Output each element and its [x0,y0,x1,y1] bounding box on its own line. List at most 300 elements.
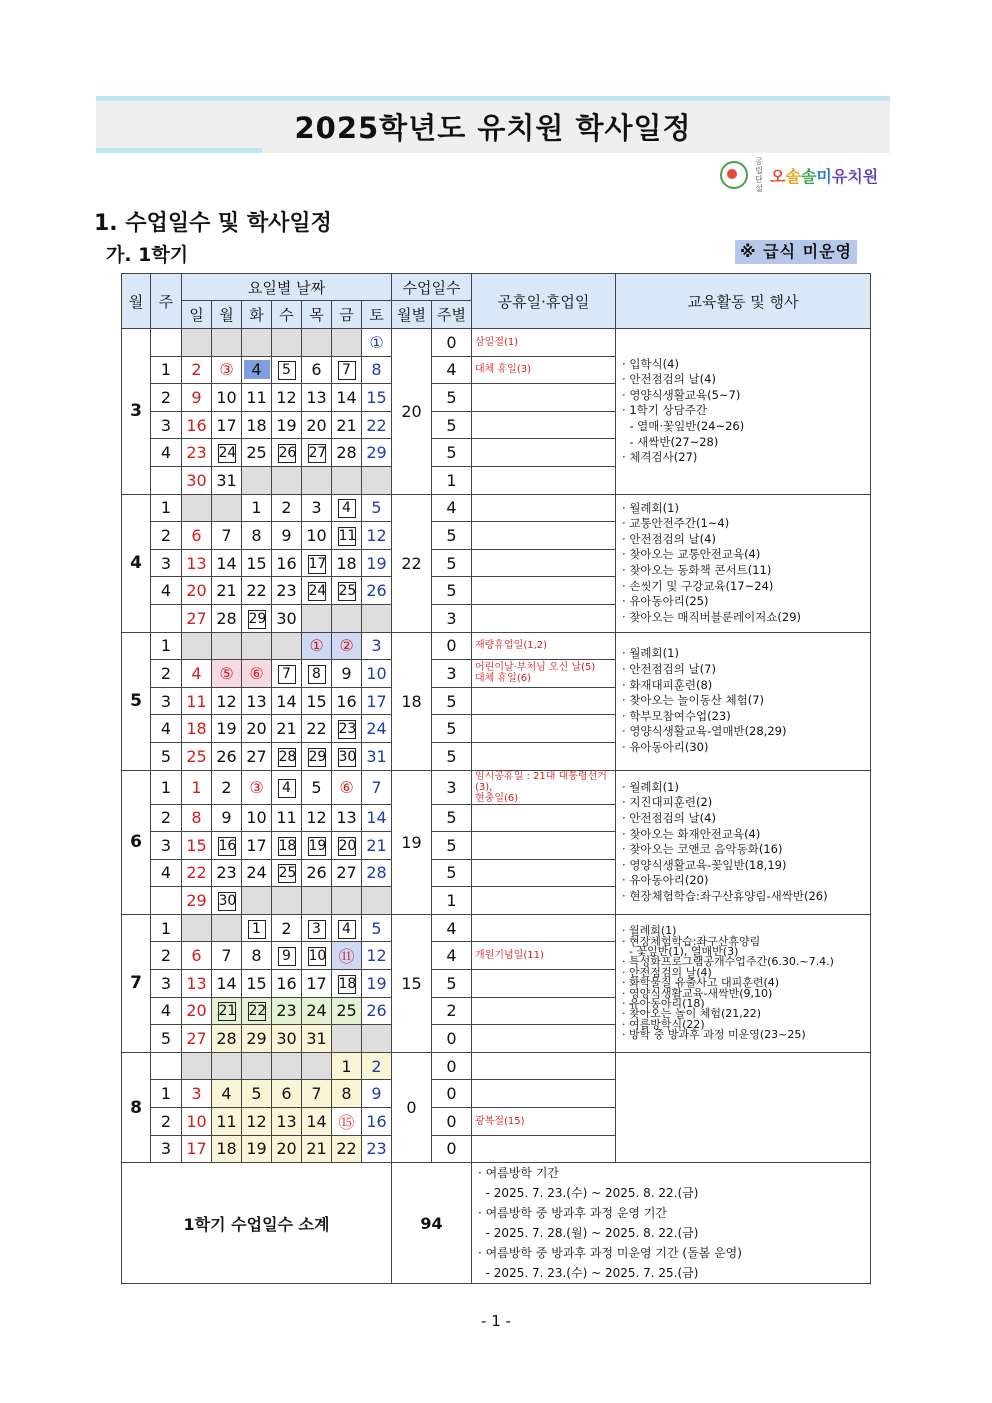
summary-note: - 2025. 7. 28.(월) ~ 2025. 8. 22.(금) [478,1226,699,1241]
date-cell-mon [212,439,242,467]
date-number: ⑥ [249,663,264,683]
date-number: 26 [366,1001,387,1021]
activities-cell [616,1052,871,1162]
week-cell: 2 [151,1108,182,1136]
date-cell-fri [332,411,362,439]
week-cell: 5 [151,1025,182,1053]
week-row [122,1052,871,1080]
school-logo [720,157,879,193]
week-cell: 2 [151,522,182,550]
date-number: 11 [246,387,267,407]
subsection-heading: 가. 1학기 [106,244,189,266]
header-day-sun: 일 [182,301,212,329]
date-number: 22 [366,415,387,435]
weekly-class-days: 5 [432,384,472,412]
weekly-class-days: 0 [432,1080,472,1108]
date-number: 3 [371,636,382,656]
date-cell-mon [212,970,242,998]
date-cell-sat [362,494,392,522]
date-cell-sun [182,494,212,522]
date-cell-wed [272,742,302,770]
date-cell-wed [272,687,302,715]
date-cell-fri [332,577,362,605]
date-cell-sun [182,1080,212,1108]
date-number: 7 [311,1084,322,1104]
date-cell-mon [212,832,242,860]
date-cell-sat [362,1052,392,1080]
date-cell-tue [242,604,272,632]
date-cell-sun [182,1052,212,1080]
date-cell-sat [362,742,392,770]
date-number: 14 [336,387,357,407]
date-number: 19 [276,415,297,435]
holiday-cell [472,577,616,605]
date-cell-wed [272,660,302,688]
activity-item: - 새싹반(27~28) [622,434,719,449]
date-number: 23 [276,1001,297,1021]
date-number: 22 [306,719,327,739]
monthly-class-days: 15 [392,914,432,1052]
week-cell: 4 [151,577,182,605]
header-holidays: 공휴일·휴업일 [472,274,616,329]
date-cell-thu [302,549,332,577]
date-number: 1 [251,498,262,518]
activity-item: · 찾아오는 놀이동산 체험(7) [622,693,765,708]
date-number: 2 [281,918,292,938]
date-number: 12 [306,808,327,828]
date-cell-thu [302,356,332,384]
date-number: 19 [246,1139,267,1159]
date-number: 13 [276,1111,297,1131]
date-number: 28 [366,863,387,883]
holiday-cell [472,832,616,860]
date-cell-fri [332,832,362,860]
date-cell-wed [272,887,302,915]
date-cell-tue [242,997,272,1025]
date-number: 1 [191,777,202,797]
date-number: 10 [216,387,237,407]
date-cell-sat [362,604,392,632]
weekly-class-days: 5 [432,970,472,998]
week-cell [151,329,182,357]
date-number: 27 [186,1029,207,1049]
date-number: 15 [246,973,267,993]
month-cell: 6 [122,770,151,914]
holiday-cell [472,1052,616,1080]
week-cell: 4 [151,997,182,1025]
date-number: 9 [281,525,292,545]
header-day-mon: 월 [212,301,242,329]
date-number: 4 [244,360,270,379]
date-cell-thu [302,632,332,660]
date-cell-sat [362,632,392,660]
date-cell-wed [272,942,302,970]
date-cell-mon [212,1080,242,1108]
date-number: 12 [246,1111,267,1131]
summary-note: · 여름방학 중 방과후 과정 운영 기간 [478,1206,668,1221]
month-cell: 7 [122,914,151,1052]
date-cell-wed [272,1025,302,1053]
date-cell-fri [332,466,362,494]
date-cell-fri [332,715,362,743]
date-cell-fri [332,1080,362,1108]
weekly-class-days: 5 [432,577,472,605]
date-cell-fri [332,742,362,770]
activity-item: · 찾아오는 코앤코 음악동화(16) [622,842,783,857]
holiday-cell: 대체 휴일(3) [472,356,616,384]
header-day-wed: 수 [272,301,302,329]
date-cell-fri [332,887,362,915]
date-cell-sat [362,411,392,439]
week-cell: 1 [151,1080,182,1108]
date-number: 30 [186,470,207,490]
date-cell-sun [182,770,212,804]
date-number: 9 [221,808,232,828]
activity-item: · 손씻기 및 구강교육(17~24) [622,578,774,593]
date-number: 30 [338,748,357,765]
weekly-class-days: 5 [432,832,472,860]
holiday-cell [472,549,616,577]
week-row [122,914,871,942]
date-cell-mon [212,804,242,832]
header-day-tue: 화 [242,301,272,329]
weekly-class-days: 0 [432,1108,472,1136]
date-number: 23 [216,863,237,883]
activity-item: · 영양식생활교육-꽃잎반(18,19) [622,857,787,872]
date-cell-thu [302,522,332,550]
activity-item: · 학부모참여수업(23) [622,708,731,723]
header-day-sat: 토 [362,301,392,329]
date-cell-mon [212,914,242,942]
monthly-class-days: 22 [392,494,432,632]
weekly-class-days: 2 [432,997,472,1025]
date-cell-mon [212,997,242,1025]
header-activities: 교육활동 및 행사 [616,274,871,329]
date-number: 21 [336,415,357,435]
date-cell-mon [212,770,242,804]
date-cell-sun [182,329,212,357]
holiday-cell [472,997,616,1025]
holiday-cell [472,411,616,439]
weekly-class-days: 5 [432,742,472,770]
date-cell-mon [212,859,242,887]
activity-item: · 월례회(1) [622,646,679,661]
date-cell-tue [242,384,272,412]
date-cell-thu [302,914,332,942]
date-cell-wed [272,1135,302,1163]
date-number: 25 [338,583,357,600]
date-cell-mon [212,1108,242,1136]
weekly-class-days: 0 [432,1025,472,1053]
summary-total: 94 [392,1163,472,1284]
date-cell-sun [182,832,212,860]
week-cell: 3 [151,970,182,998]
holiday-cell [472,604,616,632]
weekly-class-days: 3 [432,604,472,632]
date-number: 23 [186,443,207,463]
date-number: 4 [191,663,202,683]
date-number: 21 [276,719,297,739]
date-number: 12 [216,691,237,711]
activity-item: · 방학 중 방과후 과정 미운영(23~25) [622,1028,806,1042]
date-number: 2 [371,1056,382,1076]
holiday-cell [472,970,616,998]
date-cell-fri [332,604,362,632]
date-number: 20 [186,1001,207,1021]
date-number: 20 [306,415,327,435]
page-number: - 1 - [481,1312,511,1330]
holiday-cell: 삼일절(1) [472,329,616,357]
date-cell-sun [182,632,212,660]
week-row [122,329,871,357]
activity-item: · 영양식생활교육-새싹반(9,10) [622,986,773,1000]
date-number: 5 [251,1084,262,1104]
date-cell-mon [212,384,242,412]
week-row [122,632,871,660]
date-number: 8 [251,946,262,966]
date-cell-mon [212,1135,242,1163]
date-number: 28 [336,443,357,463]
holiday-cell [472,466,616,494]
date-cell-wed [272,604,302,632]
summary-note: · 여름방학 기간 [478,1166,560,1181]
date-cell-sat [362,859,392,887]
date-cell-sat [362,522,392,550]
date-cell-tue [242,770,272,804]
date-number: 26 [216,746,237,766]
date-number: 27 [246,746,267,766]
date-cell-wed [272,494,302,522]
date-number: 8 [371,360,382,380]
date-cell-sun [182,887,212,915]
date-cell-thu [302,804,332,832]
activity-item: · 찾아오는 화재안전교육(4) [622,826,761,841]
date-cell-fri [332,522,362,550]
week-cell: 1 [151,494,182,522]
date-cell-thu [302,439,332,467]
date-cell-sun [182,942,212,970]
header-month: 월 [122,274,151,329]
date-number: 1 [248,920,266,939]
date-cell-fri [332,770,362,804]
date-number: 21 [218,1003,237,1020]
holiday-cell [472,384,616,412]
holiday-cell: 임시공휴일 : 21대 대통령선거(3), 현충일(6) [472,770,616,804]
summary-label: 1학기 수업일수 소계 [122,1163,392,1284]
date-number: 15 [186,835,207,855]
holiday-cell [472,1080,616,1108]
activity-item: · 입학식(4) [622,356,679,371]
date-number: 29 [248,610,267,627]
activity-item: · 안전점검의 날(7) [622,662,716,677]
date-number: 20 [186,581,207,601]
activity-item: · 1학기 상담주간 [622,403,707,418]
date-number: 7 [221,525,232,545]
date-cell-thu [302,660,332,688]
date-number: 4 [338,499,356,518]
date-cell-sun [182,859,212,887]
date-cell-sun [182,1135,212,1163]
date-number: 9 [278,947,296,966]
date-number: 14 [366,808,387,828]
week-cell [151,1052,182,1080]
header-week: 주 [151,274,182,329]
weekly-class-days: 5 [432,859,472,887]
activity-item: · 찾아오는 동화책 콘서트(11) [622,563,772,578]
header-dates-by-day: 요일별 날짜 [182,274,392,301]
date-number: 4 [278,779,296,798]
date-cell-sun [182,742,212,770]
holiday-cell [472,914,616,942]
week-row [122,770,871,804]
week-cell: 4 [151,859,182,887]
date-number: ③ [249,777,264,797]
page-title: 2025학년도 유치원 학사일정 [294,111,692,145]
date-cell-sat [362,770,392,804]
date-number: 24 [218,445,237,462]
date-number: 31 [366,746,387,766]
date-number: 1 [341,1056,352,1076]
week-cell: 5 [151,742,182,770]
monthly-class-days: 0 [392,1052,432,1162]
date-cell-fri [332,1052,362,1080]
week-cell: 3 [151,1135,182,1163]
date-cell-sat [362,466,392,494]
date-number: 16 [366,1111,387,1131]
date-cell-fri [332,804,362,832]
date-number: 25 [336,1001,357,1021]
date-cell-fri [332,1025,362,1053]
summary-note: - 2025. 7. 23.(수) ~ 2025. 8. 22.(금) [478,1186,699,1201]
date-cell-sun [182,356,212,384]
activity-item: · 유아동아리(18) [622,996,705,1010]
date-cell-wed [272,356,302,384]
date-number: 8 [191,808,202,828]
weekly-class-days: 0 [432,1135,472,1163]
date-number: 27 [186,608,207,628]
date-cell-sat [362,439,392,467]
date-number: 24 [308,583,327,600]
week-cell: 4 [151,715,182,743]
title-top-accent [96,96,890,101]
date-cell-mon [212,604,242,632]
date-number: ⑥ [339,777,354,797]
date-number: 6 [191,946,202,966]
date-cell-thu [302,577,332,605]
date-cell-sat [362,356,392,384]
date-number: 17 [216,415,237,435]
activity-item: · 안전점검의 날(4) [622,811,716,825]
date-cell-tue [242,329,272,357]
date-number: 29 [186,891,207,911]
date-cell-tue [242,356,272,384]
weekly-class-days: 3 [432,770,472,804]
date-cell-thu [302,715,332,743]
date-cell-sat [362,942,392,970]
date-number: 6 [311,360,322,380]
week-cell: 2 [151,660,182,688]
date-cell-fri [332,549,362,577]
week-cell: 2 [151,942,182,970]
holiday-cell: 어린이날·부처님 오신 날(5) 대체 휴일(6) [472,660,616,688]
date-cell-wed [272,970,302,998]
date-number: 18 [186,719,207,739]
date-number: 5 [371,918,382,938]
date-number: 19 [366,973,387,993]
date-cell-tue [242,832,272,860]
date-cell-sat [362,660,392,688]
activity-item: · 찾아오는 매직버블룬레이저쇼(29) [622,609,802,624]
date-cell-thu [302,997,332,1025]
holiday-cell [472,887,616,915]
activity-item: · 여름방학식(22) [622,1017,705,1031]
summary-note: · 여름방학 중 방과후 과정 미운영 기간 (돌봄 운영) [478,1246,742,1261]
date-cell-tue [242,1025,272,1053]
date-number: 29 [246,1029,267,1049]
date-number: 4 [338,920,356,939]
weekly-class-days: 4 [432,942,472,970]
date-cell-sun [182,439,212,467]
date-number: 29 [366,443,387,463]
date-number: 12 [366,946,387,966]
date-cell-sat [362,970,392,998]
holiday-cell: 재량휴업일(1,2) [472,632,616,660]
date-number: 4 [221,1084,232,1104]
date-number: 14 [216,973,237,993]
date-number: 9 [341,663,352,683]
week-cell: 1 [151,770,182,804]
date-cell-wed [272,914,302,942]
week-cell: 3 [151,687,182,715]
date-number: 5 [311,777,322,797]
date-number: 10 [186,1111,207,1131]
date-cell-tue [242,887,272,915]
date-cell-wed [272,1052,302,1080]
school-emblem-icon [720,161,748,189]
header-day-thu: 목 [302,301,332,329]
date-number: 5 [278,361,296,380]
title-banner [96,96,890,153]
date-cell-tue [242,522,272,550]
holiday-cell [472,742,616,770]
activities-cell [616,632,871,770]
date-cell-mon [212,329,242,357]
date-number: 20 [276,1139,297,1159]
date-cell-fri [332,997,362,1025]
date-cell-mon [212,687,242,715]
date-cell-wed [272,770,302,804]
date-number: 23 [338,721,357,738]
activity-item: - 꽃잎반(1), 열매반(3) [622,944,739,958]
date-number: 13 [186,973,207,993]
date-number: 21 [366,835,387,855]
weekly-class-days: 1 [432,466,472,494]
date-cell-sun [182,1025,212,1053]
date-cell-fri [332,632,362,660]
date-number: 3 [311,498,322,518]
section-heading: 1. 수업일수 및 학사일정 [94,211,332,236]
month-cell: 8 [122,1052,151,1162]
date-number: 10 [246,808,267,828]
date-number: 7 [278,665,296,684]
date-cell-fri [332,970,362,998]
date-number: 12 [366,525,387,545]
date-number: 11 [276,808,297,828]
date-cell-wed [272,466,302,494]
title-bottom-accent [96,148,262,153]
date-number: 3 [308,920,326,939]
activity-item: · 유아동아리(25) [622,594,709,609]
